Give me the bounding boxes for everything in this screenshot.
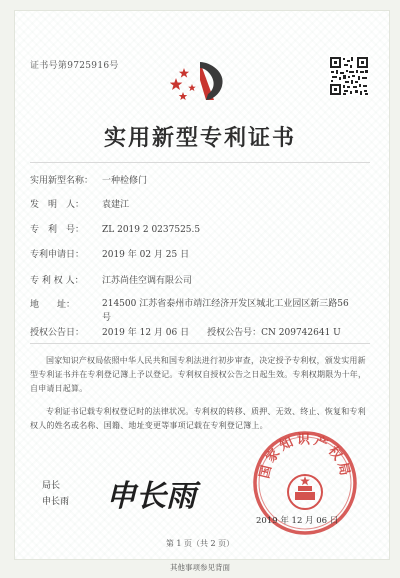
seal-date: 2019 年 12 月 06 日 — [256, 516, 339, 526]
patent-holder-row — [30, 273, 192, 286]
footer-note: 其他事项参见背面 — [170, 563, 230, 572]
director-signature-text: 申长雨 — [106, 479, 196, 514]
legal-status-statement: 专利证书记载专利权登记时的法律状况。专利权的转移、质押、无效、终止、恢复和专利权人的姓名或名称、国籍、地址变更等事项记载在专利登记簿上。 — [30, 407, 366, 430]
grant-date-value: 2019 年 12 月 06 日 — [102, 328, 190, 338]
filing-date-label: 专利申请日： — [30, 250, 85, 260]
grant-statement: 国家知识产权局依照中华人民共和国专利法进行初步审查，决定授予专利权，颁发实用新型专利证书并在专利登记簿上予以登记。专利权自授权公告之日起生效。专利权期限为十年，自申请日起算。 — [30, 356, 367, 393]
patent-office-emblem-icon — [170, 56, 230, 106]
filing-date-value: 2019 年 02 月 25 日 — [102, 250, 190, 260]
address-row — [30, 297, 349, 323]
patent-number-row — [30, 222, 200, 235]
national-emblem-icon — [288, 475, 322, 509]
certificate-title: 实用新型专利证书 — [103, 126, 296, 151]
director-title: 局长 — [42, 481, 61, 491]
patent-holder-label: 专 利 权 人： — [30, 276, 84, 286]
patent-number-label: 专 利 号： — [30, 225, 85, 235]
director-signature — [100, 468, 218, 516]
grant-announcement-row — [30, 325, 341, 338]
divider — [30, 343, 370, 344]
utility-model-name-label: 实用新型名称： — [30, 176, 94, 186]
certificate-number: 证书号第9725916号 — [30, 61, 119, 71]
director-name: 申长雨 — [42, 497, 70, 507]
inventor-row — [30, 197, 129, 210]
grant-date-label: 授权公告日： — [30, 328, 85, 338]
qr-code-icon — [329, 56, 369, 96]
page-number: 第 1 页（共 2 页） — [165, 539, 235, 548]
patent-holder-value: 江苏尚佳空调有限公司 — [102, 276, 193, 286]
inventor-label: 发 明 人： — [30, 200, 85, 210]
address-label: 地 址： — [30, 300, 76, 310]
divider — [30, 162, 370, 163]
filing-date-row — [30, 247, 189, 260]
utility-model-name-row — [30, 173, 147, 186]
inventor-value: 袁建江 — [102, 200, 130, 210]
seal-text: 国家知识产权局 — [257, 432, 353, 480]
svg-text:国家知识产权局 — [256, 432, 352, 480]
patent-number-value: ZL 2019 2 0237525.5 — [102, 225, 201, 235]
address-value: 214500 江苏省泰州市靖江经济开发区城北工业园区新三路56号 — [102, 299, 349, 323]
utility-model-name-value: 一种检修门 — [102, 176, 148, 186]
grant-number-label: 授权公告号： — [207, 328, 262, 338]
grant-number-value: CN 209742641 U — [261, 328, 341, 338]
